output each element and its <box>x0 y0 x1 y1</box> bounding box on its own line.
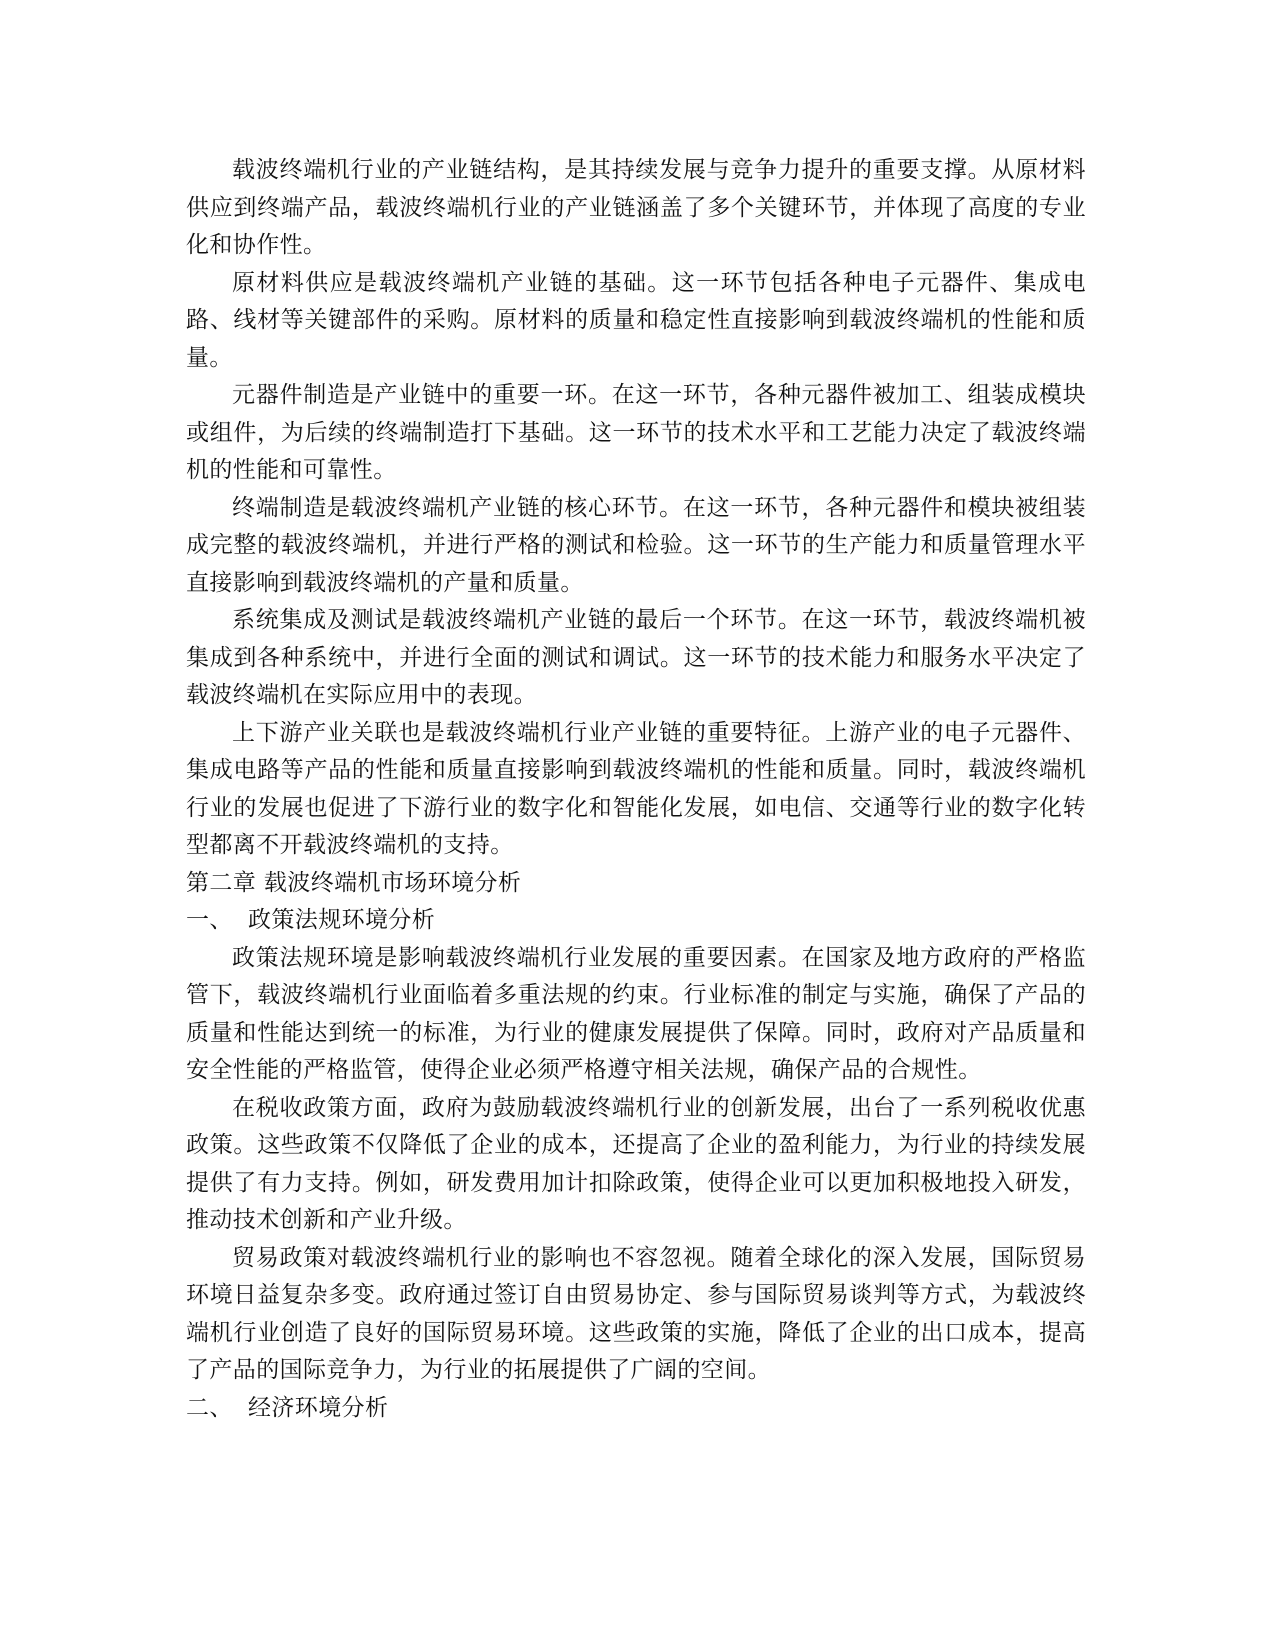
paragraph-upstream-downstream: 上下游产业关联也是载波终端机行业产业链的重要特征。上游产业的电子元器件、集成电路等产品的性能和质量直接影响到载波终端机的性能和质量。同时，载波终端机行业的发展也促进了下游行业的数字化和智能化发展，如电信、交通等行业的数字化转型都离不开载波终端机的支持。 <box>186 719 1086 858</box>
paragraph-terminal-manufacturing: 终端制造是载波终端机产业链的核心环节。在这一环节，各种元器件和模块被组装成完整的载波终端机，并进行严格的测试和检验。这一环节的生产能力和质量管理水平直接影响到载波终端机的产量和质量。 <box>186 494 1086 596</box>
paragraph-component-manufacturing: 元器件制造是产业链中的重要一环。在这一环节，各种元器件被加工、组装成模块或组件，为后续的终端制造打下基础。这一环节的技术水平和工艺能力决定了载波终端机的性能和可靠性。 <box>186 382 1086 483</box>
section-number: 二、 <box>186 1394 233 1421</box>
paragraph-industry-chain-intro: 载波终端机行业的产业链结构，是其持续发展与竞争力提升的重要支撑。从原材料供应到终端产品，载波终端机行业的产业链涵盖了多个关键环节，并体现了高度的专业化和协作性。 <box>186 157 1086 258</box>
paragraph-trade-policy: 贸易政策对载波终端机行业的影响也不容忽视。随着全球化的深入发展，国际贸易环境日益复杂多变。政府通过签订自由贸易协定、参与国际贸易谈判等方式，为载波终端机行业创造了良好的国际贸易环境。这些政策的实施，降低了企业的出口成本，提高了产品的国际竞争力，为行业的拓展提供了广阔的空间。 <box>186 1244 1086 1383</box>
section-heading-economy <box>186 1390 1086 1428</box>
paragraph-raw-materials: 原材料供应是载波终端机产业链的基础。这一环节包括各种电子元器件、集成电路、线材等关键部件的采购。原材料的质量和稳定性直接影响到载波终端机的性能和质量。 <box>186 269 1086 371</box>
section-title: 政策法规环境分析 <box>248 907 436 933</box>
paragraph-policy-regulation: 政策法规环境是影响载波终端机行业发展的重要因素。在国家及地方政府的严格监管下，载波终端机行业面临着多重法规的约束。行业标准的制定与实施，确保了产品的质量和性能达到统一的标准，为行业的健康发展提供了保障。同时，政府对产品质量和安全性能的严格监管，使得企业必须严格遵守相关法规，确保产品的合规性。 <box>186 944 1086 1083</box>
section-title: 经济环境分析 <box>248 1394 389 1421</box>
section-heading-policy <box>186 902 1086 940</box>
chapter-heading: 第二章 载波终端机市场环境分析 <box>186 869 522 896</box>
section-number: 一、 <box>186 907 233 933</box>
paragraph-system-integration: 系统集成及测试是载波终端机产业链的最后一个环节。在这一环节，载波终端机被集成到各种系统中，并进行全面的测试和调试。这一环节的技术能力和服务水平决定了载波终端机在实际应用中的表现。 <box>186 607 1086 708</box>
paragraph-tax-policy: 在税收政策方面，政府为鼓励载波终端机行业的创新发展，出台了一系列税收优惠政策。这些政策不仅降低了企业的成本，还提高了企业的盈利能力，为行业的持续发展提供了有力支持。例如，研发费用加计扣除政策，使得企业可以更加积极地投入研发，推动技术创新和产业升级。 <box>186 1094 1086 1233</box>
document-body <box>186 152 1086 1427</box>
